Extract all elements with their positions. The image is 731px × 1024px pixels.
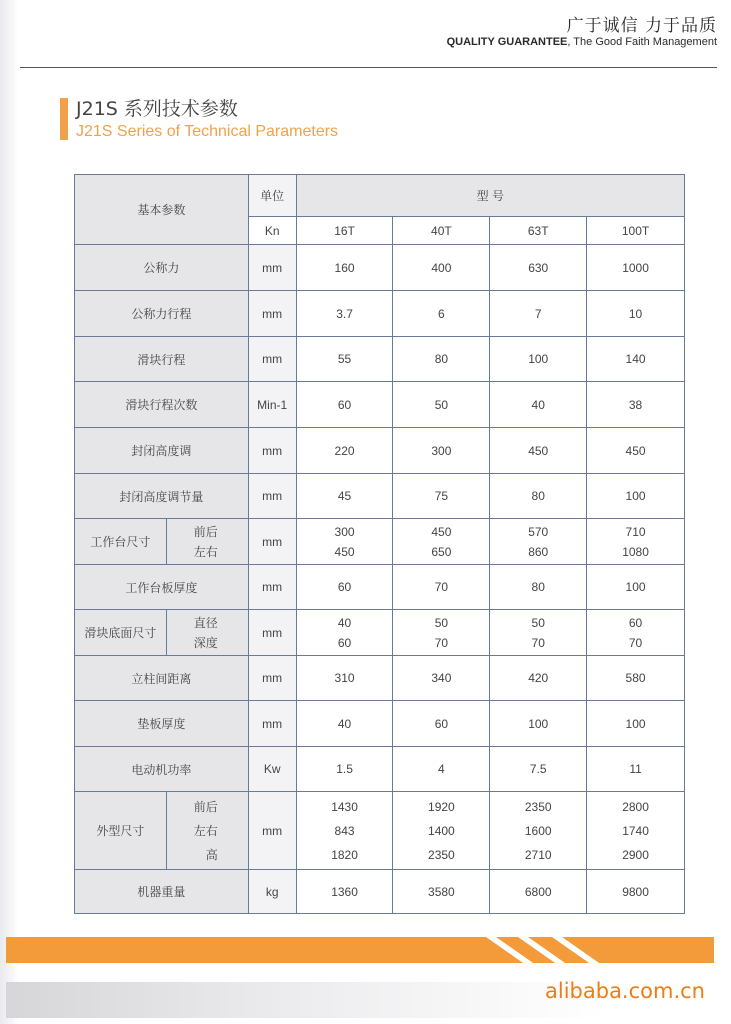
- cell: 60: [296, 565, 393, 610]
- row-label: 机器重量: [75, 870, 249, 914]
- cell: 400: [393, 245, 490, 291]
- row-unit: mm: [248, 519, 296, 565]
- cell: 6: [393, 291, 490, 337]
- row-label: 外型尺寸: [75, 792, 167, 870]
- row-sublabels: [166, 519, 248, 565]
- page-title-en: J21S Series of Technical Parameters: [76, 123, 339, 140]
- cell: 10: [587, 291, 685, 337]
- cell: 100: [587, 474, 685, 519]
- cell: 6800: [490, 870, 587, 914]
- cell: 1.5: [296, 747, 393, 792]
- sublabel: 左右: [193, 544, 218, 559]
- cell: 100: [587, 565, 685, 610]
- row-label: 封闭高度调: [75, 428, 249, 474]
- cell: 7: [490, 291, 587, 337]
- cell: 300: [393, 428, 490, 474]
- cell: 50 70: [393, 610, 490, 656]
- header-slogan-en-bold: QUALITY GUARANTEE: [446, 36, 568, 48]
- row-label: 滑块行程: [75, 337, 249, 382]
- table-row: [75, 565, 685, 610]
- row-label: 滑块行程次数: [75, 382, 249, 428]
- cell: 60: [296, 382, 393, 428]
- row-unit: mm: [248, 792, 296, 870]
- header-slogan-en-rest: , The Good Faith Management: [567, 36, 717, 48]
- cell: 450: [587, 428, 685, 474]
- cell: 310: [296, 656, 393, 701]
- table-row: [75, 337, 685, 382]
- model-100t: 100T: [587, 217, 685, 245]
- row-unit: mm: [248, 474, 296, 519]
- cell: 2350 1600 2710: [490, 792, 587, 870]
- cell: 7.5: [490, 747, 587, 792]
- sublabel: 深度: [193, 635, 218, 650]
- cell: 570 860: [490, 519, 587, 565]
- row-unit: mm: [248, 565, 296, 610]
- cell: 630: [490, 245, 587, 291]
- cell: 340: [393, 656, 490, 701]
- cell: 40: [296, 701, 393, 747]
- cell: 1000: [587, 245, 685, 291]
- footer-watermark: alibaba.com.cn: [545, 979, 705, 1003]
- row-unit: mm: [248, 610, 296, 656]
- cell: 3.7: [296, 291, 393, 337]
- model-unit: Kn: [248, 217, 296, 245]
- table-row: [75, 474, 685, 519]
- table-header-row: [75, 175, 685, 217]
- row-label: 电动机功率: [75, 747, 249, 792]
- table-row: [75, 870, 685, 914]
- title-accent-bar: [60, 98, 68, 140]
- cell: 100: [490, 701, 587, 747]
- cell: 80: [490, 565, 587, 610]
- sublabel: 高: [205, 847, 218, 862]
- model-40t: 40T: [393, 217, 490, 245]
- header-divider: [20, 67, 717, 68]
- cell: 11: [587, 747, 685, 792]
- cell: 140: [587, 337, 685, 382]
- cell: 100: [490, 337, 587, 382]
- cell: 3580: [393, 870, 490, 914]
- cell: 450: [490, 428, 587, 474]
- cell: 75: [393, 474, 490, 519]
- table-row: [75, 610, 685, 656]
- sublabel: 前后: [193, 524, 218, 539]
- table-row: [75, 747, 685, 792]
- model-header: 型 号: [296, 175, 684, 217]
- row-unit: mm: [248, 337, 296, 382]
- row-label: 垫板厚度: [75, 701, 249, 747]
- cell: 2800 1740 2900: [587, 792, 685, 870]
- sublabel: 直径: [193, 615, 218, 630]
- cell: 1430 843 1820: [296, 792, 393, 870]
- table-row: [75, 382, 685, 428]
- cell: 40: [490, 382, 587, 428]
- cell: 38: [587, 382, 685, 428]
- cell: 1920 1400 2350: [393, 792, 490, 870]
- row-unit: kg: [248, 870, 296, 914]
- cell: 450 650: [393, 519, 490, 565]
- cell: 60 70: [587, 610, 685, 656]
- sublabel: 左右: [193, 823, 218, 838]
- header-slogan-cn: 广于诚信 力于品质: [566, 16, 717, 36]
- page-edge-shade: [0, 0, 18, 1024]
- row-unit: mm: [248, 701, 296, 747]
- table-row: [75, 519, 685, 565]
- row-sublabels: [166, 610, 248, 656]
- table-row: [75, 792, 685, 870]
- cell: 100: [587, 701, 685, 747]
- row-unit: Kw: [248, 747, 296, 792]
- cell: 80: [393, 337, 490, 382]
- model-16t: 16T: [296, 217, 393, 245]
- header-slogan-en: [447, 36, 717, 48]
- cell: 4: [393, 747, 490, 792]
- row-label: 公称力行程: [75, 291, 249, 337]
- table-row: [75, 701, 685, 747]
- row-label: 工作台板厚度: [75, 565, 249, 610]
- footer-orange-stripe: [6, 937, 714, 963]
- cell: 300 450: [296, 519, 393, 565]
- cell: 50 70: [490, 610, 587, 656]
- table-row: [75, 291, 685, 337]
- spec-table: [74, 174, 685, 914]
- table-row: [75, 656, 685, 701]
- row-label: 工作台尺寸: [75, 519, 167, 565]
- cell: 55: [296, 337, 393, 382]
- table-row: [75, 428, 685, 474]
- sublabel: 前后: [193, 799, 218, 814]
- row-label: 滑块底面尺寸: [75, 610, 167, 656]
- cell: 580: [587, 656, 685, 701]
- cell: 45: [296, 474, 393, 519]
- row-unit: mm: [248, 428, 296, 474]
- unit-header: 单位: [248, 175, 296, 217]
- row-label: 立柱间距离: [75, 656, 249, 701]
- cell: 60: [393, 701, 490, 747]
- row-unit: mm: [248, 245, 296, 291]
- param-header: 基本参数: [75, 175, 249, 245]
- cell: 40 60: [296, 610, 393, 656]
- row-label: 封闭高度调节量: [75, 474, 249, 519]
- cell: 420: [490, 656, 587, 701]
- row-unit: mm: [248, 291, 296, 337]
- cell: 70: [393, 565, 490, 610]
- cell: 710 1080: [587, 519, 685, 565]
- cell: 160: [296, 245, 393, 291]
- row-unit: mm: [248, 656, 296, 701]
- cell: 80: [490, 474, 587, 519]
- table-row: [75, 245, 685, 291]
- cell: 9800: [587, 870, 685, 914]
- row-unit: Min-1: [248, 382, 296, 428]
- cell: 220: [296, 428, 393, 474]
- cell: 50: [393, 382, 490, 428]
- model-63t: 63T: [490, 217, 587, 245]
- cell: 1360: [296, 870, 393, 914]
- row-sublabels: [166, 792, 248, 870]
- page-title-cn: J21S 系列技术参数: [76, 98, 238, 120]
- row-label: 公称力: [75, 245, 249, 291]
